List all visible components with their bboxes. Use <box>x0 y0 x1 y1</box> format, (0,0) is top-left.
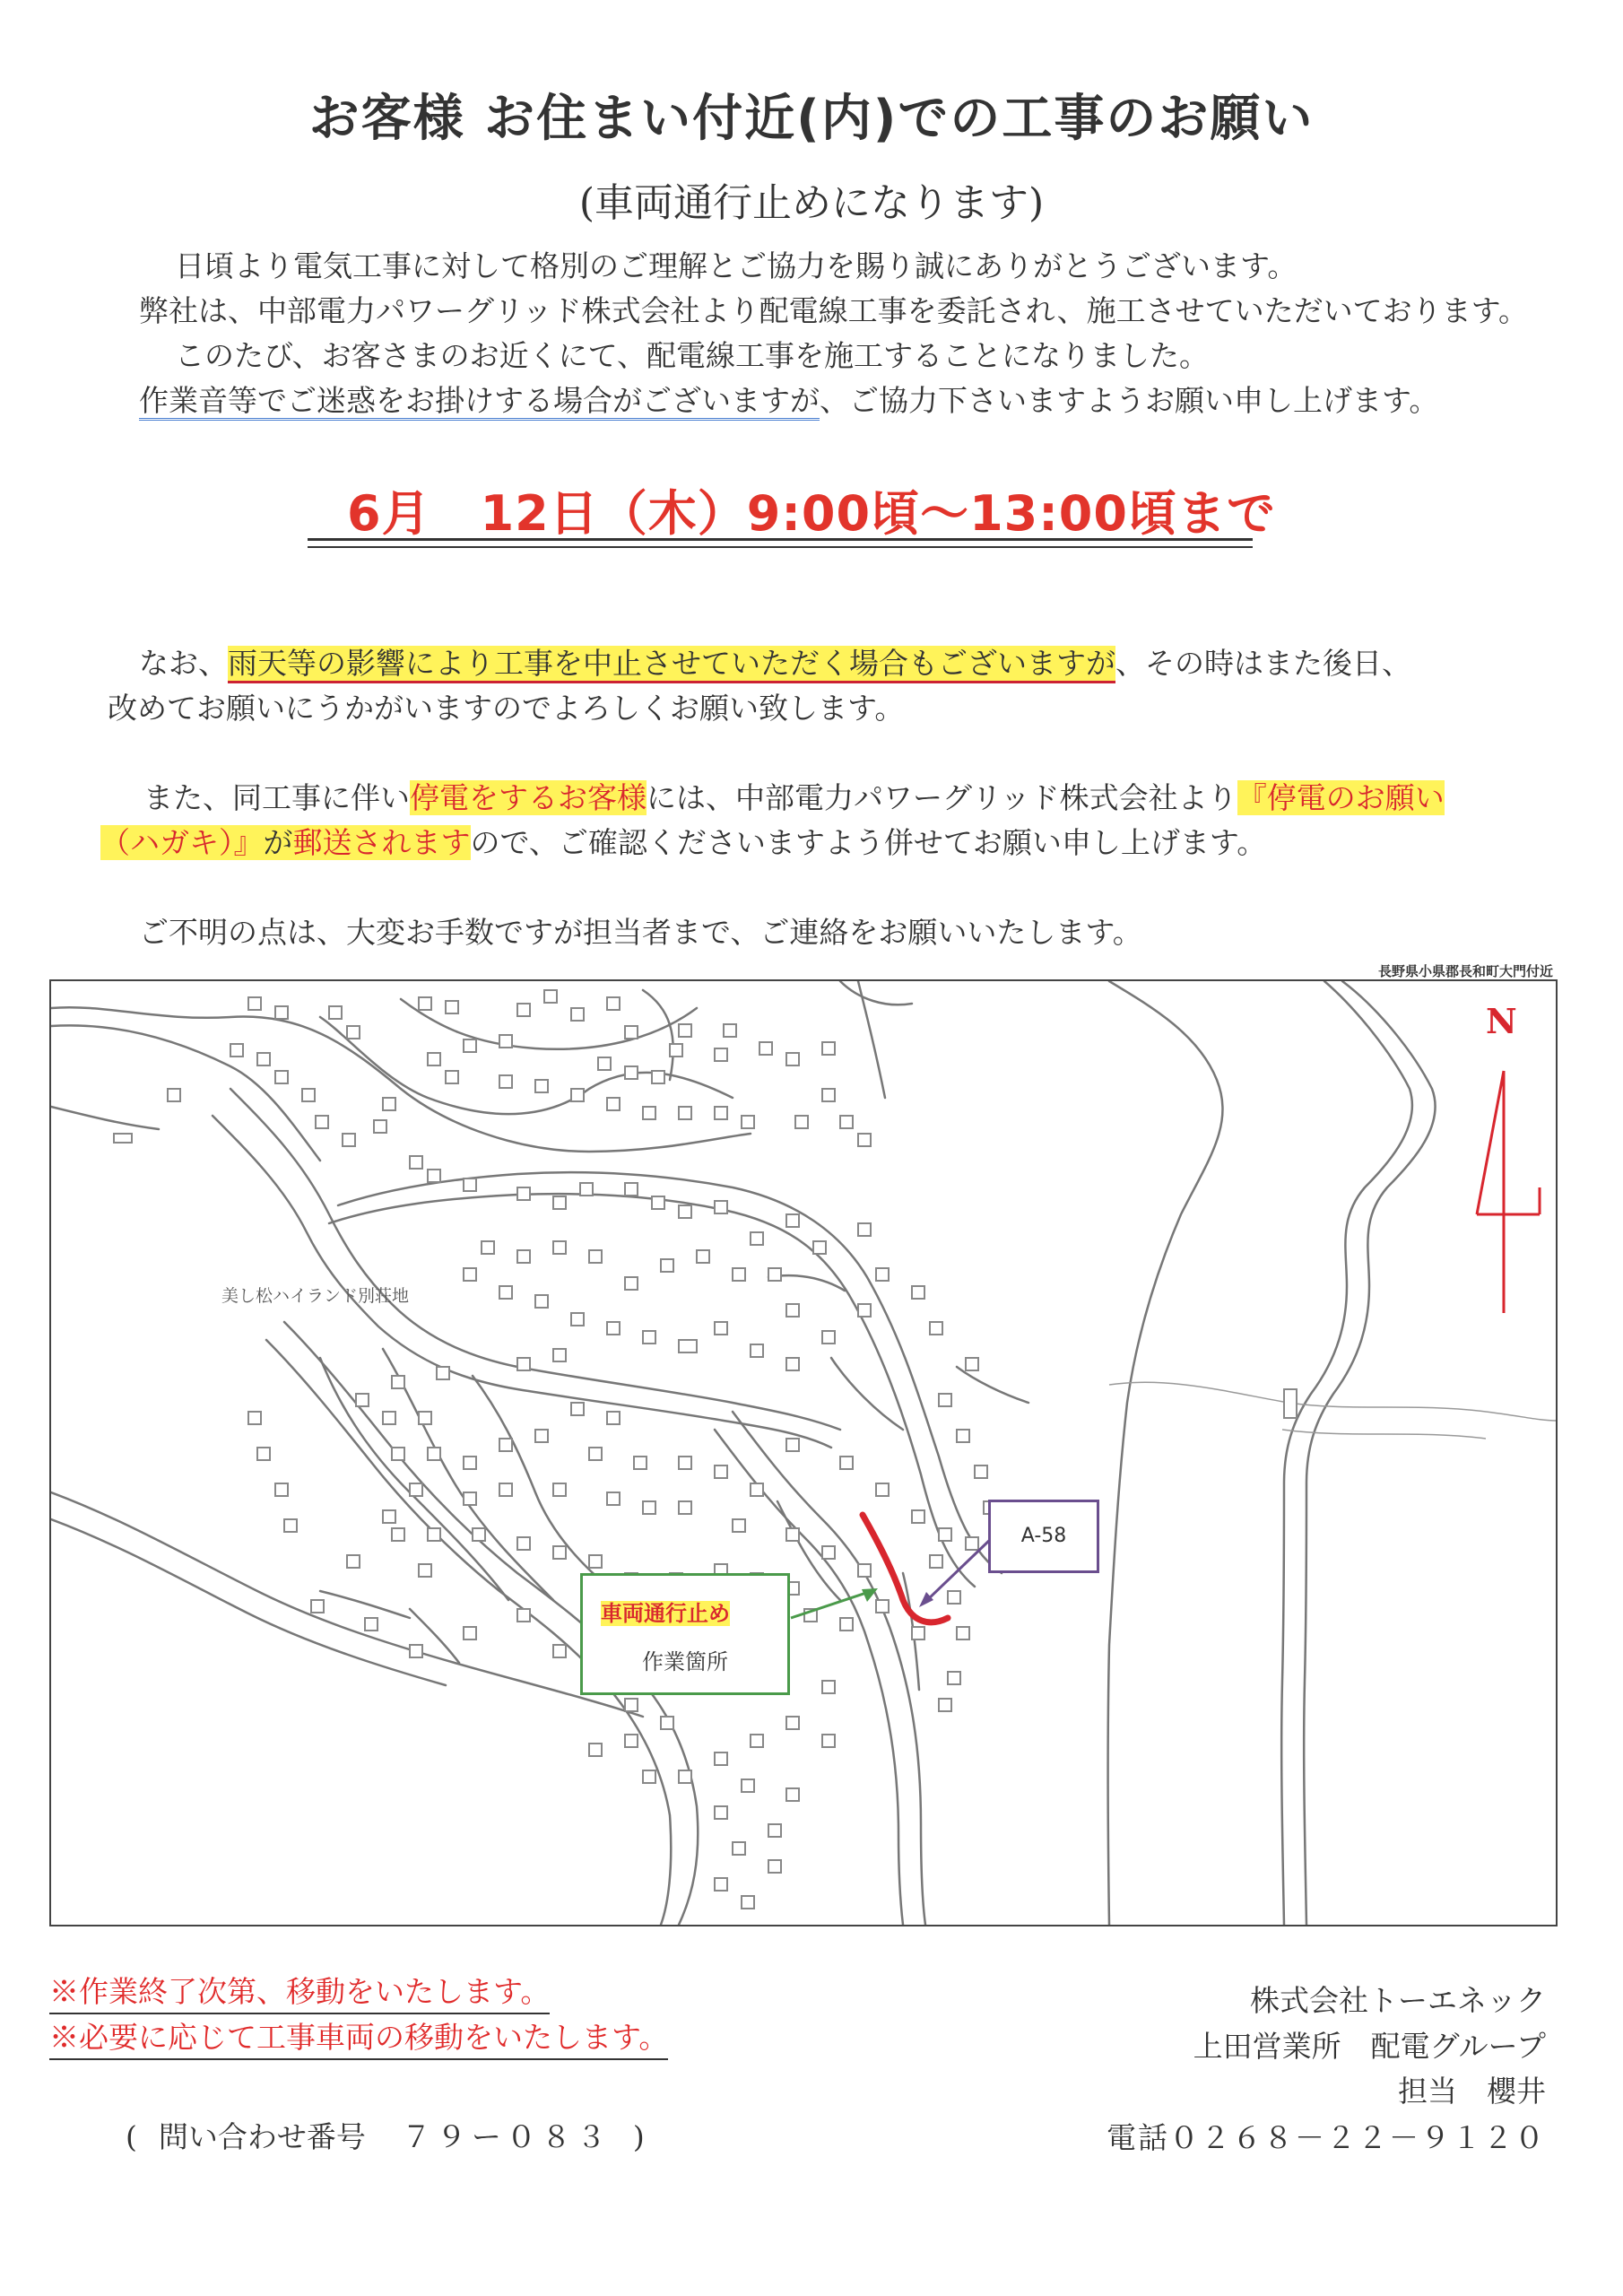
pole-label: A-58 <box>1020 1525 1067 1547</box>
note-2: ※必要に応じて工事車両の移動をいたします。 <box>49 2014 668 2060</box>
north-label: N <box>1486 1001 1517 1041</box>
contact-note: ご不明の点は、大変お手数ですが担当者まで、ご連絡をお願いいたします。 <box>139 915 1142 950</box>
work-label: 作業箇所 <box>642 1649 728 1674</box>
inquiry-value: ７９ー０８３ <box>401 2119 612 2154</box>
rain-line-1 <box>139 641 1411 686</box>
inquiry-number <box>126 2115 645 2160</box>
intro-line-4-underlined: 作業音等でご迷惑をお掛けする場合がございますが <box>139 383 820 421</box>
outage-line-2 <box>100 821 1266 865</box>
closure-label: 車両通行止め <box>601 1601 730 1626</box>
rain-line-2: 改めてお願いにうかがいますのでよろしくお願い致します。 <box>108 691 905 726</box>
rain-prefix: なお、 <box>139 646 228 681</box>
rain-suffix: 、その時はまた後日、 <box>1115 646 1411 681</box>
work-date: 6月 12日（木）9:00頃～13:00頃まで <box>347 485 1276 542</box>
outage-highlight-2: 『停電のお願い <box>1237 780 1445 815</box>
intro-line-2: 弊社は、中部電力パワーグリッド株式会社より配電線工事を委託され、施工させていただいております。 <box>139 293 1529 328</box>
closure-label-wrap <box>601 1596 730 1627</box>
work-date-underline <box>308 538 1253 548</box>
company-person: 担当 櫻井 <box>1398 2074 1546 2109</box>
outage-text-1: また、同工事に伴い <box>143 780 410 815</box>
page-subtitle: (車両通行止めになります) <box>578 180 1045 226</box>
outage-text-3: ので、ご確認くださいますよう併せてお願い申し上げます。 <box>470 825 1267 860</box>
page-title: お客様 お住まい付近(内)での工事のお願い <box>308 90 1315 148</box>
outage-highlight-5: 郵送されます <box>292 825 471 860</box>
company-office: 上田営業所 配電グループ <box>1193 2029 1546 2064</box>
outage-highlight-4: が <box>263 825 293 860</box>
outage-highlight-1: 停電をするお客様 <box>410 780 647 815</box>
inquiry-open: ( <box>126 2119 137 2154</box>
rain-highlight: 雨天等の影響により工事を中止させていただく場合もございますが <box>228 646 1115 683</box>
map-area-label: 美し松ハイランド別荘地 <box>221 1286 410 1306</box>
note-1: ※作業終了次第、移動をいたします。 <box>49 1969 550 2014</box>
map-drawing <box>51 981 1556 1925</box>
outage-text-2: には、中部電力パワーグリッド株式会社より <box>647 780 1237 815</box>
outage-highlight-3: （ハガキ）』 <box>100 825 264 860</box>
inquiry-label: 問い合わせ番号 <box>158 2119 366 2154</box>
company-name: 株式会社トーエネック <box>1250 1983 1546 2018</box>
closure-callout <box>580 1573 790 1695</box>
intro-line-4-rest: 、ご協力下さいますようお願い申し上げます。 <box>820 383 1439 418</box>
intro-line-1: 日頃より電気工事に対して格別のご理解とご協力を賜り誠にありがとうございます。 <box>175 248 1298 283</box>
inquiry-close: ) <box>632 2119 645 2154</box>
map-location-caption: 長野県小県郡長和町大門付近 <box>1377 963 1553 979</box>
intro-line-3: このたび、お客さまのお近くにて、配電線工事を施工することになりました。 <box>175 338 1210 373</box>
pole-callout <box>988 1500 1099 1573</box>
outage-line-1 <box>143 776 1445 821</box>
company-phone: 電話０２６８－２２－９１２０ <box>1107 2120 1546 2155</box>
site-map <box>49 979 1558 1926</box>
intro-line-4 <box>139 378 1438 423</box>
